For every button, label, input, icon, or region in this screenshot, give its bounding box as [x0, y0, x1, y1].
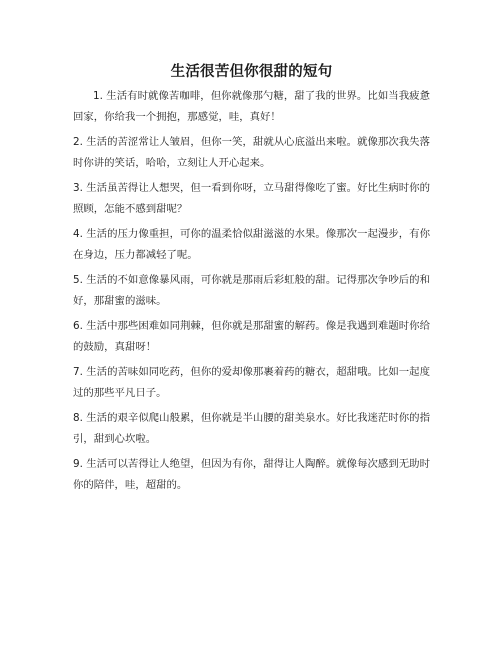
list-item: 9. 生活可以苦得让人绝望，但因为有你，甜得让人陶醉。就像每次感到无助时你的陪伴，哇，超甜的。 [73, 458, 430, 491]
list-item: 1. 生活有时就像苦咖啡，但你就像那勺糖，甜了我的世界。比如当我疲惫回家，你给我一个拥抱，那感觉，哇，真好！ [73, 90, 430, 123]
sentence-list [73, 86, 430, 495]
document-title: 生活很苦但你很甜的短句 [170, 64, 333, 80]
list-item: 3. 生活虽苦得让人想哭，但一看到你呀，立马甜得像吃了蜜。好比生病时你的照顾，怎能不感到甜呢？ [73, 182, 430, 215]
list-item: 6. 生活中那些困难如同荆棘，但你就是那甜蜜的解药。像是我遇到难题时你给的鼓励，真甜呀！ [73, 320, 430, 353]
list-item: 4. 生活的压力像重担，可你的温柔恰似甜滋滋的水果。像那次一起漫步，有你在身边，压力都减轻了呢。 [73, 228, 430, 261]
list-item: 2. 生活的苦涩常让人皱眉，但你一笑，甜就从心底溢出来啦。就像那次我失落时你讲的笑话，哈哈，立刻让人开心起来。 [73, 136, 430, 169]
list-item: 5. 生活的不如意像暴风雨，可你就是那雨后彩虹般的甜。记得那次争吵后的和好，那甜蜜的滋味。 [73, 274, 430, 307]
list-item: 7. 生活的苦味如同吃药，但你的爱却像那裹着药的糖衣，超甜哦。比如一起度过的那些平凡日子。 [73, 366, 430, 399]
list-item: 8. 生活的艰辛似爬山般累，但你就是半山腰的甜美泉水。好比我迷茫时你的指引，甜到心坎啦。 [73, 412, 430, 445]
